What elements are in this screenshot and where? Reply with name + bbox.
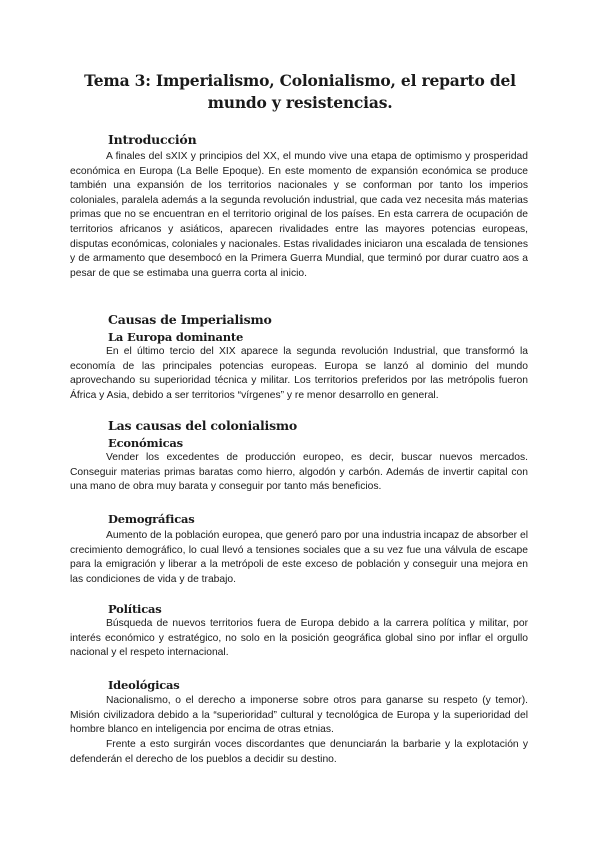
intro-paragraph: A finales del sXIX y principios del XX, el mundo vive una etapa de optimismo y prosperidad económica en Europa (La Belle Epoque). En este momento de expansión económica se produce también una expansión de los territorios nacionales y se conforman por tanto los imperios coloniales, paralela además a la segunda revolución industrial, que cada vez necesita más materias primas que no se encuentran en el territorio original de los países. En esta carrera de ocupación de territorios africanos y asiáticos, aparecen rivalidades entre las mayores potencias europeas, disputas económicas, coloniales y nacionales. Estas rivalidades iniciaron una escalada de tensiones y de armamento que desembocó en la Primera Guerra Mundial, que terminó por durar cuatro aos a pesar de que se estimaba una guerra corta al inicio.: [70, 151, 528, 279]
economic-paragraph: Vender los excedentes de producción europeo, es decir, buscar nuevos mercados. Conseguir materias primas baratas como hierro, algodón y carbón. Además de invertir capital con una mano de obra muy barata y conseguir por tanto más beneficios.: [70, 452, 528, 493]
imperialism-paragraph: En el último tercio del XIX aparece la segunda revolución Industrial, que transformó la economía de las principales potencias europeas. Europa se lanzó al dominio del mundo aprovechando su superioridad técnica y militar. Los territorios preferidos por las metrópolis fueron África y Asia, debido a ser territorios “vírgenes” y re menor desarrollo en general.: [70, 346, 528, 401]
intro-heading: Introducción: [108, 132, 197, 147]
economic-heading: Económicas: [108, 436, 183, 450]
political-paragraph: Búsqueda de nuevos territorios fuera de Europa debido a la carrera política y militar, por interés económico y estratégico, no solo en la posición geográfica global sino por inflar el orgullo nacional y el respeto internacional.: [70, 618, 528, 659]
imperialism-heading: Causas de Imperialismo: [108, 312, 272, 327]
ideological-paragraph-1: Nacionalismo, o el derecho a imponerse sobre otros para ganarse su respeto (y temor). Misión civilizadora debido a la “superioridad” cultural y tecnológica de Europa y la superioridad del hombre blanco en inteligencia por encima de otras etnias.: [70, 695, 528, 736]
ideological-heading: Ideológicas: [108, 678, 180, 692]
demographic-paragraph: Aumento de la población europea, que generó paro por una industria incapaz de absorber el crecimiento demográfico, lo cual llevó a tensiones sociales que a su vez fue una válvula de escape para la emigración y liberar a la metrópoli de este exceso de población y conseguir una mejora en las condiciones de vida y de trabajo.: [70, 530, 528, 585]
demographic-heading: Demográficas: [108, 512, 195, 526]
political-heading: Políticas: [108, 602, 162, 616]
imperialism-subheading: La Europa dominante: [108, 330, 244, 344]
page-title: Tema 3: Imperialismo, Colonialismo, el reparto del mundo y resistencias.: [84, 71, 516, 112]
ideological-paragraph-2: Frente a esto surgirán voces discordantes que denunciarán la barbarie y la explotación y defenderán el derecho de los pueblos a decidir su destino.: [70, 739, 528, 765]
colonialism-heading: Las causas del colonialismo: [108, 418, 298, 433]
